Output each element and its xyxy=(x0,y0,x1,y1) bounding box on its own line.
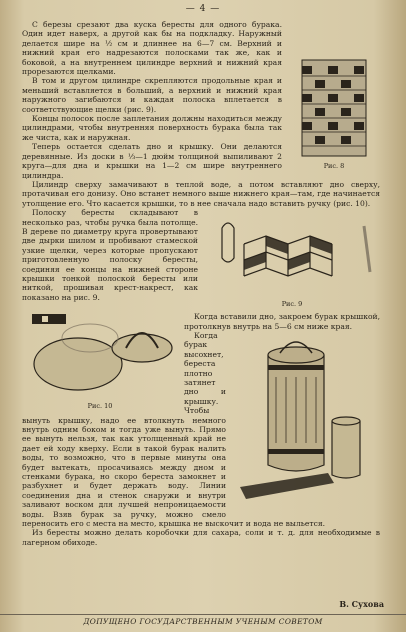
paragraph: Когда вставили дно, закроем бурак крышкой, протолкнув внутрь на 5—6 см ниже края. xyxy=(184,312,380,331)
author-signature: В. Сухова xyxy=(339,599,384,609)
figure-8-caption: Рис. 8 xyxy=(323,162,345,170)
figure-8 xyxy=(288,56,380,174)
birch-container-illustration xyxy=(232,331,380,517)
figure-10 xyxy=(22,304,178,412)
paragraph: Цилиндр сверху замачивают в теплой воде, а потом вставляют дно сверху, протачивая его донизу. Оно встанет немного выше нижнего края—там, где начинается утолщение его. Что касается крышки, то в нее сначала надо вставить ручку (рис. 10). xyxy=(22,179,380,208)
paragraph: С березы срезают два куска бересты для одного бурака. Один идет наверх, а другой как бы на подкладку. Наружный делается шире на ½ см и длиннее на 6—7 см. Верхний и нижний края его надрезаются полосками так же, как и боковой, а на внутреннем цилиндре верхний и нижний края прорезаются щелками. xyxy=(22,20,282,77)
paragraph: В том и другом цилиндре скрепляются продольные края и меньший вставляется в больший, а верхний и нижний края наружного загибаются и каждая полоска вплетается в соответствующие щелки (рис. 9). xyxy=(22,76,282,114)
paragraph: Теперь остается сделать дно и крышку. Они делаются деревянные. Из доски в ⅓—1 дюйм толщиной выпиливают 2 круга—для дна и крышки на 1—2 см шире внутреннего цилиндра. xyxy=(22,142,282,180)
figure-9 xyxy=(204,214,380,310)
figure-9-illustration xyxy=(204,214,380,300)
paragraph: Полоску бересты складывают в несколько раз, чтобы ручка была потолще. В дереве по диаметру круга провертывают две дырки шилом и пробивают стамеской узкие щелки, через которые пропускают приготовленную полоску бересты, соединяя ее концы на нижней стороне крышки тонкой полоской бересты или ниткой, прошивая крест-накрест, как показано на рис. 9. xyxy=(22,208,198,302)
paragraph: Когда бурак высохнет, береста плотно затянет дно и крышку. Чтобы вынуть крышку, надо ее втолкнуть немного внутрь одним боком и тогда уже вынуть. Прямо ее вынуть нельзя, так как утолщенный край не дает ей ходу кверху. Если в такой бурак налить воды, то возможно, что в первые минуты она будет вытекать, просачиваясь между дном и стенками бурака, но скоро береста замокнет и разбухнет и будет держать воду. Линии соединения дна и стенок снаружи и внутри заливают воском для лучшей непроницаемости воды. Взяв бурак за ручку, можно смело переносить его с места на место, крышка не выскочит и вода не выльется. xyxy=(22,330,326,529)
figure-9-caption: Рис. 9 xyxy=(281,300,303,309)
page-number: — 4 — xyxy=(185,4,221,14)
figure-8-illustration xyxy=(288,56,380,162)
figure-birch-container xyxy=(232,331,380,517)
article-body xyxy=(22,20,380,547)
paragraph: Из бересты можно делать коробочки для сахара, соли и т. д. для необходимые в лагерном обиходе. xyxy=(22,528,380,547)
approval-footer: ДОПУЩЕНО ГОСУДАРСТВЕННЫМ УЧЕНЫМ СОВЕТОМ xyxy=(0,614,406,626)
figure-10-caption: Рис. 10 xyxy=(87,402,113,411)
figure-10-illustration xyxy=(22,304,178,402)
paragraph: Концы полосок после заплетания должны находиться между цилиндрами, чтобы внутренняя поверхность бурака была так же чиста, как и наружная. xyxy=(22,114,282,142)
